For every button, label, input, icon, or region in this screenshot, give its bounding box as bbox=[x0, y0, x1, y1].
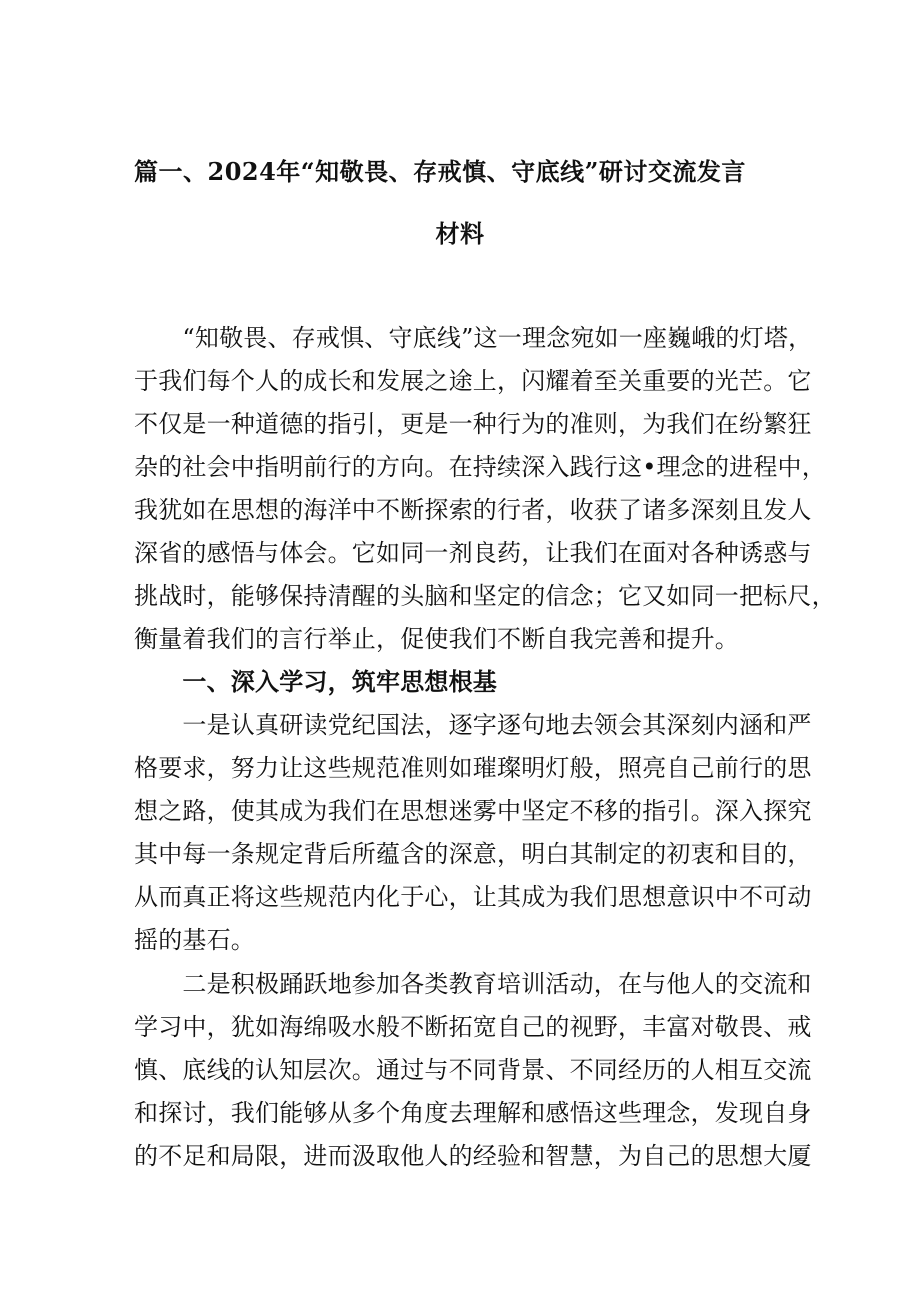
paragraph-line: 杂的社会中指明前行的方向。在持续深入践行这•理念的进程中， bbox=[134, 453, 826, 481]
paragraph-line: 摇的基石。 bbox=[134, 926, 255, 954]
paragraph-line: 学习中，犹如海绵吸水般不断拓宽自己的视野，丰富对敬畏、戒 bbox=[134, 1013, 812, 1041]
document-title-line-2: 材料 bbox=[435, 219, 485, 248]
paragraph-line: 于我们每个人的成长和发展之途上，闪耀着至关重要的光芒。它 bbox=[134, 367, 812, 395]
paragraph-line: 想之路，使其成为我们在思想迷雾中坚定不移的指引。深入探究 bbox=[134, 797, 812, 825]
paragraph-line: 格要求，努力让这些规范准则如璀璨明灯般，照亮自己前行的思 bbox=[134, 754, 812, 782]
document-title-line-1: 篇一、2024年“知敬畏、存戒慎、守底线”研讨交流发言 bbox=[134, 157, 746, 186]
paragraph-line: 我犹如在思想的海洋中不断探索的行者，收获了诸多深刻且发人 bbox=[134, 496, 812, 524]
paragraph-line: 慎、底线的认知层次。通过与不同背景、不同经历的人相互交流 bbox=[134, 1056, 812, 1084]
paragraph-line: 的不足和局限，进而汲取他人的经验和智慧，为自己的思想大厦 bbox=[134, 1142, 812, 1170]
paragraph-line: 衡量着我们的言行举止，促使我们不断自我完善和提升。 bbox=[134, 625, 739, 653]
paragraph-line: 深省的感悟与体会。它如同一剂良药，让我们在面对各种诱惑与 bbox=[134, 539, 812, 567]
section-heading: 一、深入学习，筑牢思想根基 bbox=[134, 667, 497, 696]
paragraph-line: 不仅是一种道德的指引，更是一种行为的准则，为我们在纷繁狂 bbox=[134, 410, 812, 438]
paragraph-line: 其中每一条规定背后所蕴含的深意，明白其制定的初衷和目的， bbox=[134, 840, 812, 868]
paragraph-line: 和探讨，我们能够从多个角度去理解和感悟这些理念，发现自身 bbox=[134, 1099, 812, 1127]
paragraph-line: 一是认真研读党纪国法，逐字逐句地去领会其深刻内涵和严 bbox=[134, 711, 812, 739]
paragraph-line: “知敬畏、存戒惧、守底线”这一理念宛如一座巍峨的灯塔， bbox=[134, 324, 813, 352]
paragraph-line: 从而真正将这些规范内化于心，让其成为我们思想意识中不可动 bbox=[134, 883, 812, 911]
paragraph-line: 挑战时，能够保持清醒的头脑和坚定的信念；它又如同一把标尺， bbox=[134, 582, 836, 610]
paragraph-line: 二是积极踊跃地参加各类教育培训活动，在与他人的交流和 bbox=[134, 970, 812, 998]
